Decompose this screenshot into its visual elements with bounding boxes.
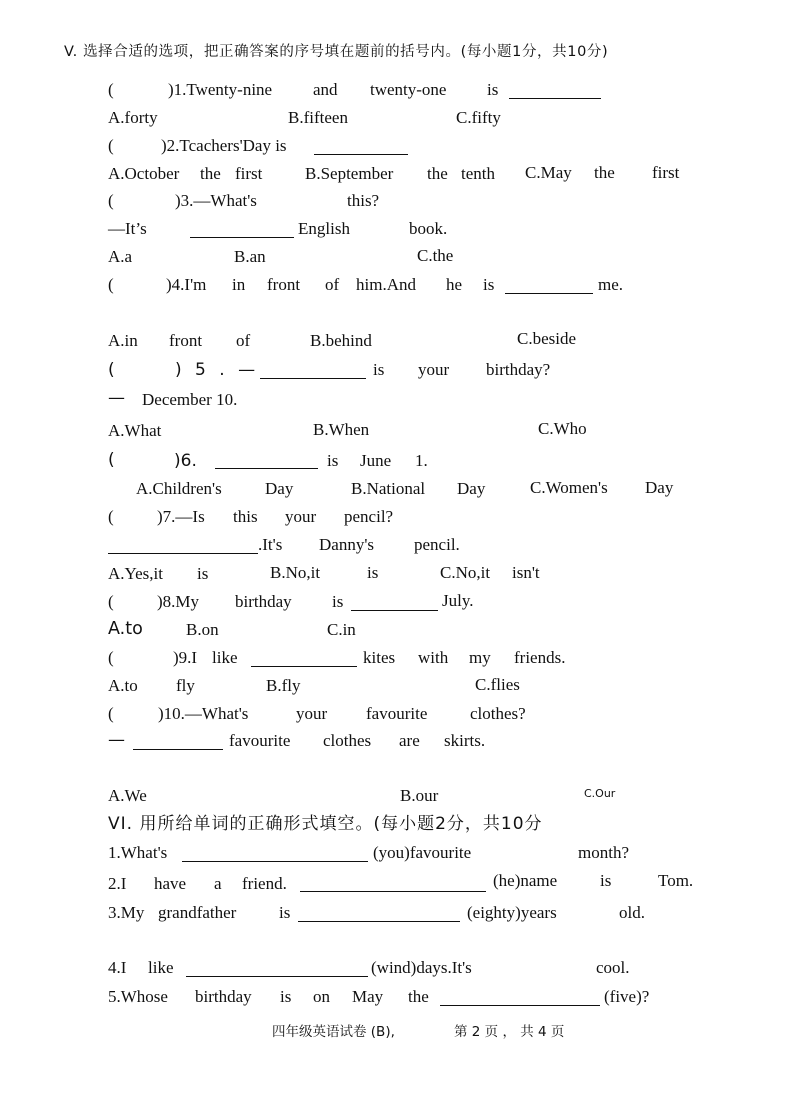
option-b[interactable]: B.September [305,164,394,183]
question-number: ) 5 . — [175,360,260,380]
option-a[interactable]: A.to [108,619,143,639]
question-text: 5.Whose [108,987,168,1006]
option-b[interactable]: B.When [313,420,370,439]
option-a[interactable]: A.to [108,676,138,695]
reply-text: are [399,731,420,750]
question-word: is [279,903,291,922]
reply-text: .It's [258,535,283,554]
footer-page-number: 第 2 页 ， 共 4 页 [454,1024,565,1040]
question-word: like [148,958,174,977]
option-a[interactable]: A.forty [108,108,158,127]
option-b[interactable]: B.fly [266,676,301,695]
answer-blank[interactable] [351,595,438,611]
question-text: 2.I [108,874,127,893]
option-c[interactable]: C.in [327,620,356,639]
option-b[interactable]: B.No,it [270,563,321,582]
answer-paren[interactable]: ( [108,80,114,99]
question-word: favourite [366,704,428,723]
question-text: )2.Tcachers'Day is [161,136,287,155]
question-word: 1. [415,451,428,470]
option-c[interactable]: C.flies [475,675,520,694]
question-word: with [418,648,449,667]
option-c[interactable]: C.the [417,246,454,265]
answer-paren[interactable]: ( [108,648,114,667]
question-text: )3.—What's [175,191,257,210]
question-text: 4.I [108,958,127,977]
section5-title: V. 选择合适的选项，把正确答案的序号填在题前的括号内。(每小题1分，共10分) [64,44,609,60]
option-a[interactable]: A.Yes,it [108,564,163,583]
question-word: your [296,704,328,723]
reply-text: Danny's [319,535,375,554]
question-word: birthday? [486,360,551,379]
question-word: (you)favourite [373,843,472,862]
question-word: June [360,451,392,470]
option-b[interactable]: B.behind [310,331,372,350]
answer-paren[interactable]: ( [108,360,115,380]
answer-blank[interactable] [186,961,368,977]
reply-text: favourite [229,731,291,750]
option-word: front [169,331,203,350]
answer-blank[interactable] [314,139,408,155]
question-word: cool. [596,958,630,977]
question-text: )10.—What's [158,704,249,723]
option-word: first [652,163,680,182]
option-word: the [594,163,615,182]
option-a[interactable]: A.October [108,164,180,183]
question-word: a [214,874,222,893]
option-a[interactable]: A.a [108,247,133,266]
option-word: Day [265,479,294,498]
answer-blank[interactable] [509,83,601,99]
answer-paren[interactable]: ( [108,704,114,723]
option-a[interactable]: A.What [108,421,162,440]
option-c[interactable]: C.No,it [440,563,491,582]
answer-blank[interactable] [300,876,486,892]
answer-paren[interactable]: ( [108,450,115,470]
question-word: kites [363,648,396,667]
answer-blank[interactable] [505,278,593,294]
answer-paren[interactable]: ( [108,592,114,611]
question-word: him.And [356,275,416,294]
question-number: )6. [174,451,197,471]
question-word: me. [598,275,624,294]
option-word: first [235,164,263,183]
answer-blank[interactable] [260,363,366,379]
option-b[interactable]: B.National [351,479,426,498]
question-word: (five)? [604,987,650,1006]
question-word: (eighty)years [467,903,557,922]
question-word: he [446,275,463,294]
answer-paren[interactable]: ( [108,275,114,294]
question-word: is [483,275,495,294]
option-word: Day [457,479,486,498]
question-text: )7.—Is [157,507,205,526]
question-word: your [285,507,317,526]
question-word: on [313,987,330,1006]
option-c[interactable]: C.May [525,163,572,182]
question-word: (he)name [493,871,558,890]
option-a[interactable]: A.We [108,786,147,805]
option-word: is [367,563,379,582]
question-word: in [232,275,246,294]
option-c[interactable]: C.Our [584,787,616,800]
answer-blank[interactable] [440,990,600,1006]
answer-blank[interactable] [251,651,357,667]
question-word: your [418,360,450,379]
question-word: the [408,987,429,1006]
answer-blank[interactable] [182,846,368,862]
question-word: of [325,275,340,294]
section6-title: VI. 用所给单词的正确形式填空。(每小题2分，共10分 [108,814,543,834]
question-word: is [600,871,612,890]
reply-dash: — [108,730,125,750]
option-c[interactable]: C.beside [517,329,577,348]
question-text: )8.My [157,592,200,611]
answer-blank[interactable] [190,222,294,238]
option-word: of [236,331,251,350]
reply-text: December 10. [142,390,238,409]
option-word: the [427,164,448,183]
question-text: )9.I [173,648,198,667]
answer-blank[interactable] [108,538,258,554]
question-word: is [332,592,344,611]
option-a[interactable]: A.Children's [136,479,222,498]
question-word: birthday [235,592,292,611]
question-word: my [469,648,491,667]
question-word: like [212,648,238,667]
option-c[interactable]: C.Who [538,419,587,438]
answer-paren[interactable]: ( [108,507,114,526]
option-b[interactable]: B.on [186,620,219,639]
question-text: )1.Twenty-nine [168,80,273,99]
option-word: Day [645,478,674,497]
reply-text: book. [409,219,448,238]
question-word: is [373,360,385,379]
question-word: is [487,80,499,99]
question-text: )4.I'm [166,275,207,294]
question-word: is [327,451,339,470]
footer-paper-title: 四年级英语试卷 (B), [272,1024,395,1040]
reply-text: English [298,219,350,238]
reply-text: pencil. [414,535,460,554]
reply-dash: — [108,388,125,408]
option-b[interactable]: B.an [234,247,266,266]
question-word: (wind)days.It's [371,958,472,977]
reply-text: clothes [323,731,372,750]
option-c[interactable]: C.fifty [456,108,501,127]
option-b[interactable]: B.our [400,786,439,805]
question-word: July. [442,591,474,610]
question-word: is [280,987,292,1006]
question-word: have [154,874,187,893]
option-word: fly [176,676,195,695]
option-word: the [200,164,221,183]
option-word: tenth [461,164,495,183]
reply-text: skirts. [444,731,486,750]
question-word: friend. [242,874,287,893]
answer-paren[interactable]: ( [108,191,114,210]
question-word: Tom. [658,871,694,890]
question-word: grandfather [158,903,237,922]
question-word: this [233,507,258,526]
question-word: old. [619,903,645,922]
reply-text: —It’s [108,219,147,238]
question-word: month? [578,843,629,862]
question-word: friends. [514,648,566,667]
question-text: 1.What's [108,843,168,862]
option-b[interactable]: B.fifteen [288,108,348,127]
question-word: and [313,80,338,99]
question-text: 3.My [108,903,145,922]
option-word: isn't [512,563,540,582]
question-word: birthday [195,987,252,1006]
question-word: this? [347,191,380,210]
question-word: clothes? [470,704,526,723]
answer-paren[interactable]: ( [108,136,114,155]
option-word: is [197,564,209,583]
question-word: twenty-one [370,80,447,99]
question-word: pencil? [344,507,394,526]
question-word: May [352,987,384,1006]
answer-blank[interactable] [133,734,223,750]
answer-blank[interactable] [298,906,460,922]
option-c[interactable]: C.Women's [530,478,608,497]
option-a[interactable]: A.in [108,331,138,350]
answer-blank[interactable] [215,453,318,469]
question-word: front [267,275,301,294]
